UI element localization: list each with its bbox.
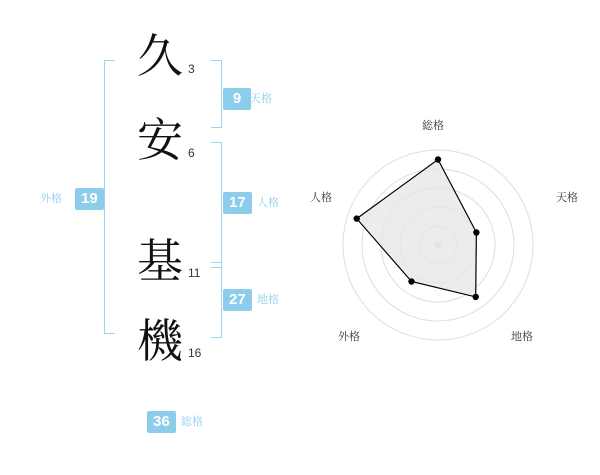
axis-label-soukaku: 総格 xyxy=(422,119,444,132)
kanji-char-4: 機 xyxy=(137,314,183,368)
tenkaku-bracket xyxy=(211,60,222,128)
tenkaku-label: 天格 xyxy=(250,92,272,105)
chikaku-bracket xyxy=(211,262,222,338)
gaikaku-bracket xyxy=(104,60,115,334)
kanji-strokes-4: 16 xyxy=(188,346,202,360)
gaikaku-label: 外格 xyxy=(40,192,62,205)
radar-data-point xyxy=(435,156,441,162)
radar-chart-svg xyxy=(300,0,600,470)
kanji-strokes-1: 3 xyxy=(188,62,195,76)
name-stroke-panel xyxy=(0,0,300,470)
radar-data-point xyxy=(408,278,414,284)
soukaku-value: 36 xyxy=(147,411,176,433)
tenkaku-value: 9 xyxy=(223,88,251,110)
jinkaku-bracket xyxy=(211,142,222,268)
axis-label-tenkaku: 天格 xyxy=(556,191,578,204)
kanji-char-3: 基 xyxy=(137,234,183,288)
gaikaku-value: 19 xyxy=(75,188,104,210)
kanji-strokes-3: 11 xyxy=(188,266,201,280)
axis-label-gaikaku: 外格 xyxy=(338,330,360,343)
kanji-char-2: 安 xyxy=(137,113,183,167)
radar-data-point xyxy=(354,215,360,221)
radar-chart xyxy=(300,0,600,470)
radar-data-point xyxy=(473,294,479,300)
radar-series-polygon xyxy=(357,160,477,297)
axis-label-chikaku: 地格 xyxy=(511,330,533,343)
jinkaku-label: 人格 xyxy=(257,196,279,209)
jinkaku-value: 17 xyxy=(223,192,252,214)
radar-data-point xyxy=(473,229,479,235)
chikaku-value: 27 xyxy=(223,289,252,311)
kanji-char-1: 久 xyxy=(137,29,183,83)
kanji-strokes-2: 6 xyxy=(188,146,195,160)
chikaku-label: 地格 xyxy=(257,293,279,306)
soukaku-label: 総格 xyxy=(181,415,203,428)
axis-label-jinkaku: 人格 xyxy=(310,191,332,204)
